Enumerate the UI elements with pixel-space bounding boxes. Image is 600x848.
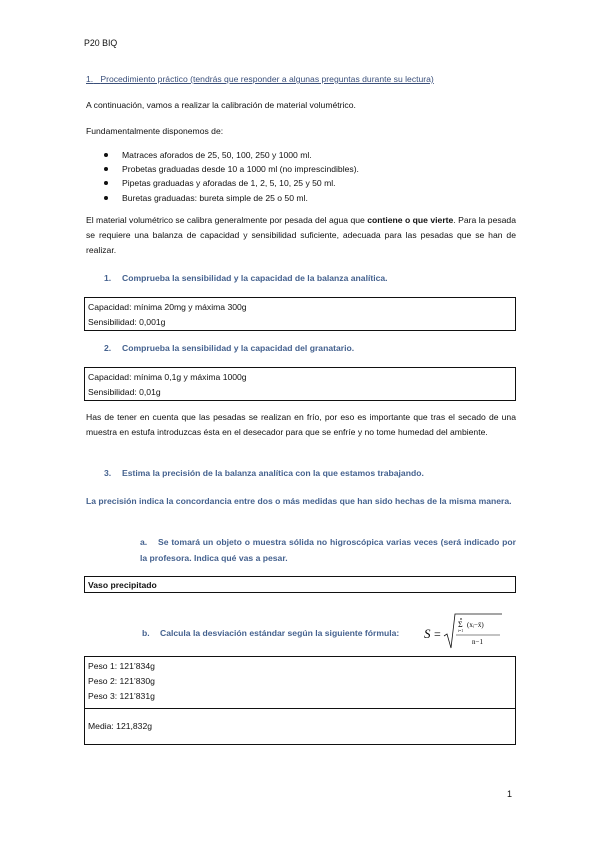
section-number: 1.: [86, 74, 94, 84]
bullet-icon: [104, 153, 108, 157]
formula-sum: Σ: [458, 620, 463, 629]
intro-paragraph: A continuación, vamos a realizar la calibración de material volumétrico.: [86, 100, 356, 110]
answer-line: Capacidad: mínima 0,1g y máxima 1000g: [88, 372, 247, 382]
weight-line: Peso 2: 121’830g: [88, 676, 155, 686]
bullet-icon: [104, 167, 108, 171]
formula-sum-bottom: i=1: [458, 629, 464, 633]
weights-box: [84, 656, 516, 709]
question-3: 3. Estima la precisión de la balanza analítica con la que estamos trabajando.: [104, 468, 424, 478]
formula-term: (xᵢ−x̄): [467, 621, 484, 629]
calibration-bold: contiene o que vierte: [367, 215, 454, 225]
section-title-text: Procedimiento práctico (tendrás que responder a algunas preguntas durante su lectura): [100, 74, 434, 84]
list-item: Pipetas graduadas y aforadas de 1, 2, 5, 10, 25 y 50 ml.: [104, 176, 359, 190]
bullet-icon: [104, 196, 108, 200]
formula-s: S: [424, 626, 431, 641]
answer-box-1: [84, 297, 516, 331]
materials-list: [104, 148, 359, 205]
answer-box-3: [84, 576, 516, 593]
page-number: 1: [507, 789, 513, 799]
mean-line: Media: 121,832g: [88, 721, 153, 731]
std-deviation-formula: [424, 612, 504, 652]
answer-line: Sensibilidad: 0,001g: [88, 317, 166, 327]
answer-line: Sensibilidad: 0,01g: [88, 387, 161, 397]
list-item: Buretas graduadas: bureta simple de 25 o 50 ml.: [104, 191, 359, 205]
materials-intro: Fundamentalmente disponemos de:: [86, 126, 224, 136]
formula-sum-top: n: [460, 616, 463, 621]
calibration-paragraph: El material volumétrico se calibra generalmente por pesada del agua que contiene o que vierte. Para la pesada se requiere una balanza de capacidad y sensibilidad suficiente, adecuada para las pesadas que se han de realizar.: [86, 215, 516, 255]
document-header: P20 BIQ: [84, 38, 118, 48]
answer-line: Capacidad: mínima 20mg y máxima 300g: [88, 302, 247, 312]
precision-definition: La precisión indica la concordancia entre dos o más medidas que han sido hechas de la misma manera.: [86, 496, 512, 506]
weight-line: Peso 1: 121’834g: [88, 661, 155, 671]
bullet-icon: [104, 181, 108, 185]
section-title: [86, 74, 434, 84]
question-a: a. Se tomará un objeto o muestra sólida no higroscópica varias veces (será indicado por la profesora. Indica qué vas a pesar.: [140, 537, 516, 563]
answer-text: Vaso precipitado: [88, 580, 157, 590]
note-paragraph: Has de tener en cuenta que las pesadas se realizan en frío, por eso es importante que tras el secado de una muestra en estufa introduzcas ésta en el desecador para que se enfríe y no tome humedad del ambiente.: [86, 412, 516, 437]
formula-equals: =: [434, 627, 441, 641]
question-1: 1. Comprueba la sensibilidad y la capacidad de la balanza analítica.: [104, 273, 388, 283]
list-item: Matraces aforados de 25, 50, 100, 250 y 1000 ml.: [104, 148, 359, 162]
weight-line: Peso 3: 121’831g: [88, 691, 155, 701]
formula-denominator: n−1: [472, 638, 483, 646]
question-b: b. Calcula la desviación estándar según la siguiente fórmula:: [142, 628, 400, 638]
question-2: 2. Comprueba la sensibilidad y la capacidad del granatario.: [104, 343, 355, 353]
answer-box-2: [84, 367, 516, 401]
list-item: Probetas graduadas desde 10 a 1000 ml (no imprescindibles).: [104, 162, 359, 176]
mean-box: [84, 708, 516, 745]
